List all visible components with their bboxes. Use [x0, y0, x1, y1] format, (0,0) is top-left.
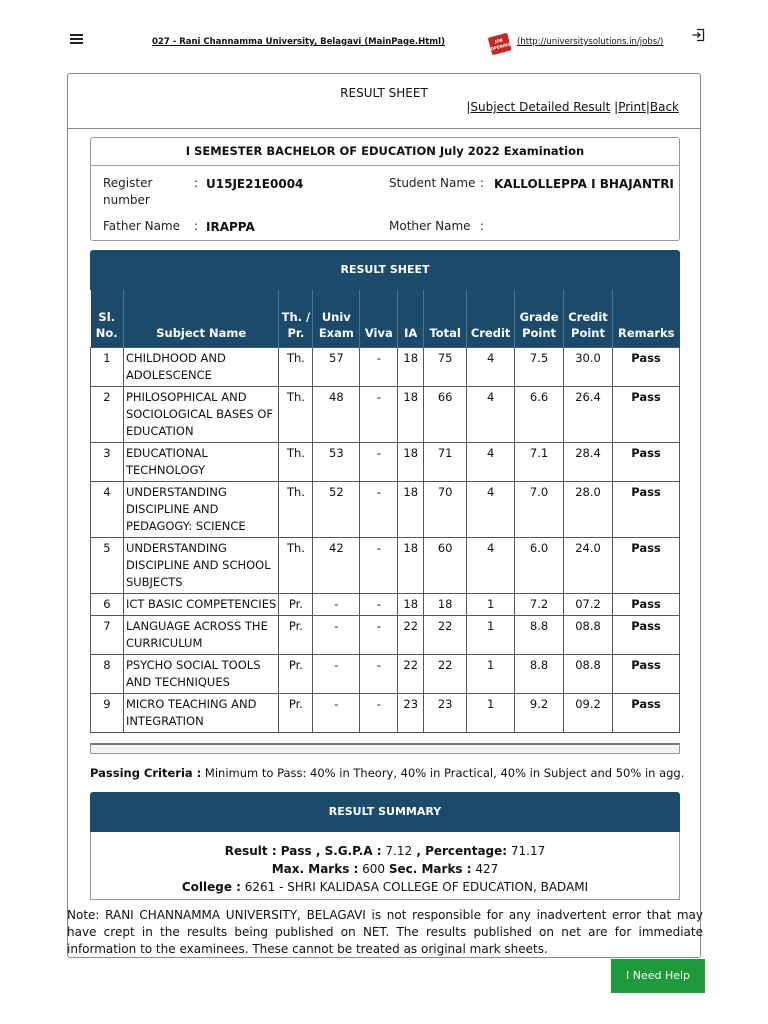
col-slno: Sl. No.: [91, 290, 124, 347]
sgpa-value: 7.12: [381, 844, 413, 858]
sec-marks-value: 427: [471, 862, 499, 876]
subject-detailed-result-link[interactable]: Subject Detailed Result: [470, 100, 611, 114]
cell-ia: 18: [398, 386, 424, 442]
cell-univ-exam: 48: [313, 386, 360, 442]
cell-univ-exam: 42: [313, 537, 360, 593]
job-openings-logo[interactable]: [483, 30, 516, 60]
result-summary-body: [90, 832, 680, 900]
cell-total: 22: [424, 615, 467, 654]
cell-slno: 6: [91, 593, 124, 615]
cell-remarks: Pass: [613, 654, 680, 693]
col-ia: IA: [398, 290, 424, 347]
cell-remarks: Pass: [613, 537, 680, 593]
cell-grade-point: 8.8: [515, 654, 564, 693]
cell-thpr: Th.: [279, 347, 313, 386]
cell-thpr: Pr.: [279, 654, 313, 693]
cell-total: 70: [424, 481, 467, 537]
cell-univ-exam: 53: [313, 442, 360, 481]
cell-subject-name: ICT BASIC COMPETENCIES: [123, 593, 279, 615]
cell-grade-point: 7.2: [515, 593, 564, 615]
cell-credit-point: 24.0: [564, 537, 613, 593]
cell-credit: 1: [467, 593, 515, 615]
cell-viva: -: [360, 481, 398, 537]
col-total: Total: [424, 290, 467, 347]
student-name-label: Student Name: [389, 176, 476, 190]
cell-thpr: Pr.: [279, 693, 313, 732]
exam-title: I SEMESTER BACHELOR OF EDUCATION July 2022 Examination: [91, 138, 679, 166]
register-number-label: Register number: [103, 176, 153, 207]
need-help-button[interactable]: I Need Help: [611, 959, 705, 993]
summary-marks-line: [91, 862, 679, 876]
cell-remarks: Pass: [613, 693, 680, 732]
summary-result-line: [91, 844, 679, 858]
father-name-value: IRAPPA: [206, 220, 255, 234]
max-marks-value: 600: [358, 862, 389, 876]
cell-ia: 22: [398, 615, 424, 654]
cell-credit: 4: [467, 386, 515, 442]
cell-credit: 4: [467, 537, 515, 593]
table-row: [91, 593, 680, 615]
result-label: Result : Pass , S.G.P.A :: [224, 844, 382, 858]
cell-remarks: Pass: [613, 615, 680, 654]
cell-viva: -: [360, 386, 398, 442]
col-remarks: Remarks: [613, 290, 680, 347]
cell-total: 66: [424, 386, 467, 442]
cell-total: 75: [424, 347, 467, 386]
col-viva: Viva: [360, 290, 398, 347]
col-thpr: Th. / Pr.: [279, 290, 313, 347]
sign-out-icon[interactable]: [691, 28, 705, 42]
cell-ia: 18: [398, 347, 424, 386]
col-credit: Credit: [467, 290, 515, 347]
max-marks-label: Max. Marks :: [271, 862, 359, 876]
back-link[interactable]: Back: [649, 100, 679, 114]
cell-grade-point: 6.0: [515, 537, 564, 593]
col-grade-point: Grade Point: [515, 290, 564, 347]
result-summary-heading: RESULT SUMMARY: [90, 792, 680, 832]
result-table: [90, 290, 680, 733]
table-row: [91, 442, 680, 481]
percentage-value: 71.17: [507, 844, 546, 858]
cell-thpr: Th.: [279, 442, 313, 481]
cell-viva: -: [360, 615, 398, 654]
col-univ-exam: Univ Exam: [313, 290, 360, 347]
table-footer-bar: [90, 743, 680, 754]
cell-ia: 22: [398, 654, 424, 693]
cell-grade-point: 7.1: [515, 442, 564, 481]
cell-remarks: Pass: [613, 481, 680, 537]
cell-credit: 1: [467, 615, 515, 654]
cell-credit-point: 30.0: [564, 347, 613, 386]
table-header-row: [91, 290, 680, 347]
cell-grade-point: 7.5: [515, 347, 564, 386]
colon: :: [194, 176, 199, 190]
sec-marks-label: Sec. Marks :: [388, 862, 472, 876]
cell-viva: -: [360, 654, 398, 693]
cell-ia: 18: [398, 537, 424, 593]
header-links: [466, 100, 679, 114]
cell-subject-name: CHILDHOOD AND ADOLESCENCE: [123, 347, 279, 386]
cell-univ-exam: 57: [313, 347, 360, 386]
cell-subject-name: MICRO TEACHING AND INTEGRATION: [123, 693, 279, 732]
cell-univ-exam: -: [313, 693, 360, 732]
page-title: RESULT SHEET: [340, 86, 428, 100]
cell-remarks: Pass: [613, 442, 680, 481]
cell-ia: 18: [398, 481, 424, 537]
cell-total: 23: [424, 693, 467, 732]
cell-slno: 7: [91, 615, 124, 654]
disclaimer-note: Note: RANI CHANNAMMA UNIVERSITY, BELAGAVI is not responsible for any inadvertent error that may have crept in the results being published on NET. The results published on net are for immediate information to the examinees. These cannot be treated as original mark sheets.: [67, 908, 703, 956]
cell-credit-point: 08.8: [564, 615, 613, 654]
table-row: [91, 347, 680, 386]
cell-remarks: Pass: [613, 593, 680, 615]
separator: |: [645, 100, 650, 114]
cell-slno: 2: [91, 386, 124, 442]
percentage-label: , Percentage:: [412, 844, 508, 858]
cell-thpr: Th.: [279, 386, 313, 442]
cell-credit: 4: [467, 442, 515, 481]
col-credit-point: Credit Point: [564, 290, 613, 347]
cell-subject-name: PSYCHO SOCIAL TOOLS AND TECHNIQUES: [123, 654, 279, 693]
table-row: [91, 693, 680, 732]
register-number-value: U15JE21E0004: [206, 177, 304, 191]
cell-thpr: Pr.: [279, 615, 313, 654]
cell-total: 71: [424, 442, 467, 481]
cell-credit-point: 07.2: [564, 593, 613, 615]
col-subject: Subject Name: [123, 290, 279, 347]
colon: :: [194, 219, 199, 233]
cell-grade-point: 6.6: [515, 386, 564, 442]
cell-subject-name: EDUCATIONAL TECHNOLOGY: [123, 442, 279, 481]
cell-credit-point: 28.0: [564, 481, 613, 537]
college-value: 6261 - SHRI KALIDASA COLLEGE OF EDUCATION, BADAMI: [240, 880, 589, 894]
panel-header: [68, 74, 700, 129]
job-logo-text: JOB OPENINGS: [488, 33, 512, 56]
cell-credit: 1: [467, 693, 515, 732]
cell-univ-exam: -: [313, 615, 360, 654]
student-info-box: [90, 137, 680, 241]
cell-thpr: Th.: [279, 537, 313, 593]
cell-viva: -: [360, 693, 398, 732]
passing-criteria: [90, 766, 684, 780]
separator: |: [614, 100, 619, 114]
cell-slno: 8: [91, 654, 124, 693]
table-row: [91, 481, 680, 537]
cell-thpr: Th.: [279, 481, 313, 537]
cell-credit: 1: [467, 654, 515, 693]
cell-subject-name: UNDERSTANDING DISCIPLINE AND PEDAGOGY: SCIENCE: [123, 481, 279, 537]
cell-viva: -: [360, 442, 398, 481]
cell-total: 60: [424, 537, 467, 593]
cell-slno: 3: [91, 442, 124, 481]
cell-credit-point: 08.8: [564, 654, 613, 693]
cell-viva: -: [360, 347, 398, 386]
summary-college-line: [91, 880, 679, 894]
cell-ia: 23: [398, 693, 424, 732]
mother-name-label: Mother Name: [389, 219, 471, 233]
cell-grade-point: 7.0: [515, 481, 564, 537]
cell-credit: 4: [467, 481, 515, 537]
table-row: [91, 537, 680, 593]
cell-ia: 18: [398, 593, 424, 615]
colon: :: [480, 219, 485, 233]
student-name-value: KALLOLLEPPA I BHAJANTRI: [494, 177, 674, 191]
college-label: College :: [181, 880, 241, 894]
cell-remarks: Pass: [613, 386, 680, 442]
table-row: [91, 615, 680, 654]
cell-viva: -: [360, 537, 398, 593]
cell-subject-name: LANGUAGE ACROSS THE CURRICULUM: [123, 615, 279, 654]
cell-total: 18: [424, 593, 467, 615]
father-name-label: Father Name: [103, 219, 180, 233]
top-bar: [0, 0, 768, 70]
cell-subject-name: PHILOSOPHICAL AND SOCIOLOGICAL BASES OF EDUCATION: [123, 386, 279, 442]
print-link[interactable]: Print: [618, 100, 646, 114]
cell-slno: 5: [91, 537, 124, 593]
result-sheet-heading: RESULT SHEET: [90, 250, 680, 290]
cell-slno: 4: [91, 481, 124, 537]
colon: :: [480, 176, 485, 190]
cell-credit-point: 09.2: [564, 693, 613, 732]
cell-ia: 18: [398, 442, 424, 481]
table-row: [91, 386, 680, 442]
cell-univ-exam: -: [313, 593, 360, 615]
cell-remarks: Pass: [613, 347, 680, 386]
university-mainpage-link[interactable]: 027 - Rani Channamma University, Belagavi (MainPage.Html): [152, 37, 445, 47]
cell-credit-point: 26.4: [564, 386, 613, 442]
cell-univ-exam: 52: [313, 481, 360, 537]
cell-grade-point: 8.8: [515, 615, 564, 654]
hamburger-menu-icon[interactable]: [70, 34, 83, 44]
passing-criteria-label: Passing Criteria :: [90, 766, 202, 780]
cell-slno: 1: [91, 347, 124, 386]
passing-criteria-text: Minimum to Pass: 40% in Theory, 40% in Practical, 40% in Subject and 50% in agg.: [201, 766, 685, 780]
cell-viva: -: [360, 593, 398, 615]
cell-grade-point: 9.2: [515, 693, 564, 732]
cell-credit: 4: [467, 347, 515, 386]
cell-credit-point: 28.4: [564, 442, 613, 481]
cell-univ-exam: -: [313, 654, 360, 693]
separator: |: [466, 100, 471, 114]
cell-slno: 9: [91, 693, 124, 732]
cell-thpr: Pr.: [279, 593, 313, 615]
cell-subject-name: UNDERSTANDING DISCIPLINE AND SCHOOL SUBJECTS: [123, 537, 279, 593]
cell-total: 22: [424, 654, 467, 693]
result-table-body: [91, 347, 680, 732]
table-row: [91, 654, 680, 693]
jobs-link[interactable]: (http://universitysolutions.in/jobs/): [517, 37, 664, 47]
